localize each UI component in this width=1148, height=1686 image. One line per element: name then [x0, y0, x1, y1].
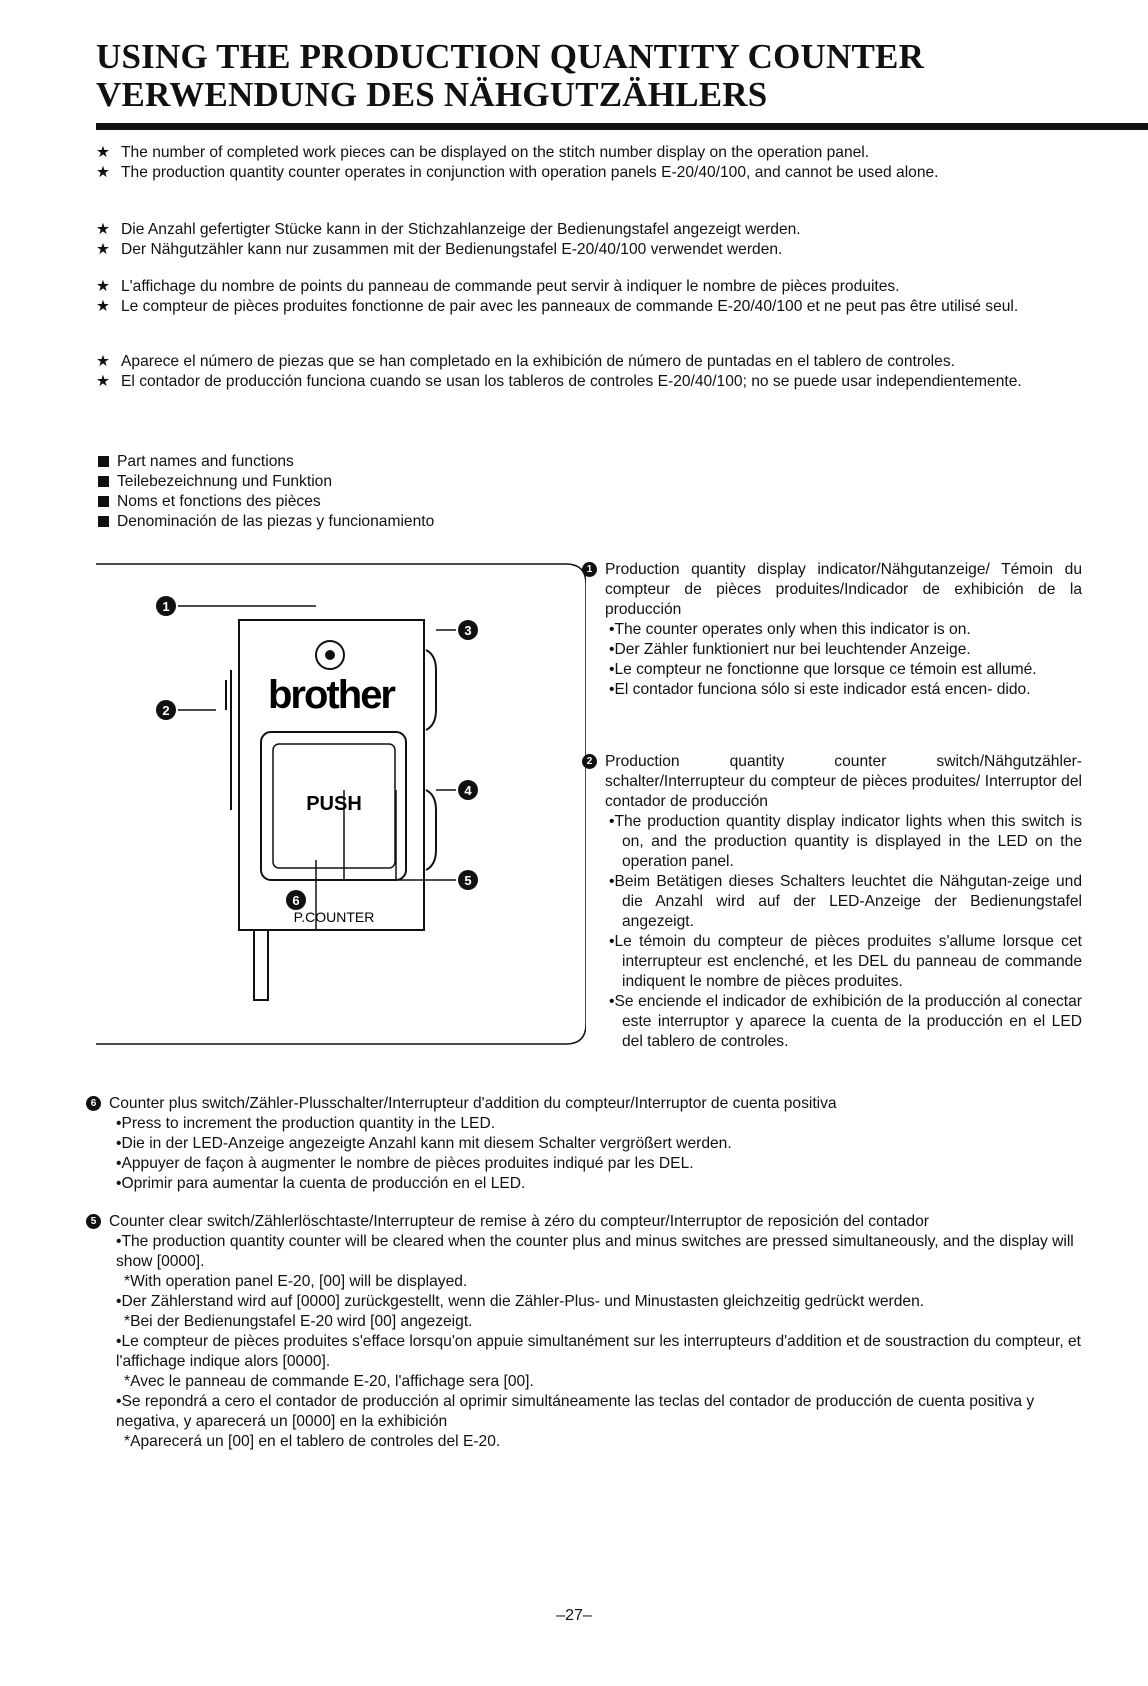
page-title: [96, 38, 924, 114]
callout-4: [458, 780, 478, 800]
number-badge: 2: [582, 754, 597, 769]
item-2: 2 Production quantity counter switch/Nähgutzähler-schalter/Interrupteur du compteur de pièces produites/ Interruptor del contador de producción •The production quantity display indicator lights when this switch is on, and the production quantity is displayed in the LED on the operation panel. •Beim Betätigen dieses Schalters leuchtet die Nähgutan-zeige und die Anzahl wird auf der LED-Anzeige der Bedienungstafel angezeigt. •Le témoin du compteur de pièces produites s'allume lorsque cet interrupteur est enclenché, et les DEL du panneau de commande indiquent le nombre de pièces produites. •Se enciende el indicador de exhibición de la producción al conectar este interruptor y aparece la cuenta de la producción en el LED del tablero de controles.: [582, 752, 1082, 1052]
title-english: USING THE PRODUCTION QUANTITY COUNTER: [96, 37, 925, 76]
side-edge: [226, 670, 231, 810]
star-icon: ★: [96, 353, 110, 370]
star-icon: ★: [96, 241, 110, 258]
cable: [254, 930, 268, 1000]
counter-diagram: [96, 560, 586, 1050]
title-rule: [96, 123, 1148, 130]
page-number: –27–: [556, 1607, 592, 1624]
intro-french: ★ L'affichage du nombre de points du panneau de commande peut servir à indiquer le nombre de pièces produites. ★ Le compteur de pièces produites fonctionne de pair avec les panneaux de commande E-20/40/100 et ne peut pas être utilisé seul.: [96, 278, 1019, 315]
side-button-bottom: [426, 790, 436, 870]
square-bullet-icon: [98, 476, 109, 487]
svg-text:3: 3: [464, 623, 472, 638]
svg-text:2: 2: [162, 703, 170, 718]
indicator-led: [325, 650, 335, 660]
push-label: PUSH: [306, 793, 362, 815]
svg-text:1: 1: [162, 599, 170, 614]
square-bullet-icon: [98, 456, 109, 467]
svg-text:6: 6: [292, 893, 300, 908]
star-icon: ★: [96, 164, 110, 181]
star-icon: ★: [96, 221, 110, 238]
item-6: 6 Counter plus switch/Zähler-Plusschalter/Interrupteur d'addition du compteur/Interruptor de cuenta positiva •Press to increment the production quantity in the LED. •Die in der LED-Anzeige angezeigte Anzahl kann mit diesem Schalter vergrößert werden. •Appuyer de façon à augmenter le nombre de pièces produites indiqué par les DEL. •Oprimir para aumentar la cuenta de producción en el LED.: [86, 1094, 1086, 1194]
square-bullet-icon: [98, 516, 109, 527]
callout-6: [286, 890, 306, 910]
svg-text:4: 4: [464, 783, 472, 798]
callout-2: [156, 700, 176, 720]
item-5: 5 Counter clear switch/Zählerlöschtaste/Interrupteur de remise à zéro du compteur/Interruptor de reposición del contador •The production quantity counter will be cleared when the counter plus and minus switches are pressed simultaneously, and the display will show [0000]. *With operation panel E-20, [00] will be displayed. •Der Zählerstand wird auf [0000] zurückgestellt, wenn die Zähler-Plus- und Minustasten gleichzeitig gedrückt werden. *Bei der Bedienungstafel E-20 wird [00] angezeigt. •Le compteur de pièces produites s'efface lorsqu'on appuie simultanément sur les interrupteurs d'addition et de soustraction du compteur, et l'affichage indique alors [0000]. *Avec le panneau de commande E-20, l'affichage sera [00]. •Se repondrá a cero el contador de producción al oprimir simultáneamente las teclas del contador de producción de cuenta positiva y negativa, y aparecerá un [0000] en la exhibición *Aparecerá un [00] en el tablero de controles del E-20.: [86, 1212, 1086, 1452]
intro-english: ★ The number of completed work pieces can be displayed on the stitch number display on the operation panel. ★ The production quantity counter operates in conjunction with operation panels E-20/40/100, and cannot be used alone.: [96, 144, 939, 181]
svg-text:5: 5: [464, 873, 472, 888]
intro-spanish: ★ Aparece el número de piezas que se han completado en la exhibición de número de puntadas en el tablero de controles. ★ El contador de producción funciona cuando se usan los tableros de controles E-20/40/100; no se puede usar independientemente.: [96, 353, 1022, 390]
square-bullet-icon: [98, 496, 109, 507]
star-icon: ★: [96, 373, 110, 390]
intro-german: ★ Die Anzahl gefertigter Stücke kann in der Stichzahlanzeige der Bedienungstafel angezeigt werden. ★ Der Nähgutzähler kann nur zusammen mit der Bedienungstafel E-20/40/100 verwendet werden.: [96, 221, 801, 258]
parts-heading: Part names and functions Teilebezeichnung und Funktion Noms et fonctions des pièces Denominación de las piezas y funcionamiento: [96, 452, 1086, 532]
title-german: VERWENDUNG DES NÄHGUTZÄHLERS: [96, 75, 768, 114]
callout-5: [458, 870, 478, 890]
star-icon: ★: [96, 298, 110, 315]
brand-logo: brother: [268, 673, 394, 717]
star-icon: ★: [96, 144, 110, 161]
callout-1: [156, 596, 176, 616]
callout-3: [458, 620, 478, 640]
number-badge: 6: [86, 1096, 101, 1111]
star-icon: ★: [96, 278, 110, 295]
number-badge: 1: [582, 562, 597, 577]
number-badge: 5: [86, 1214, 101, 1229]
side-button-top: [426, 650, 436, 730]
counter-label: P.COUNTER: [293, 909, 375, 925]
item-1: 1 Production quantity display indicator/Nähgutanzeige/ Témoin du compteur de pièces produites/Indicador de exhibición de la producción •The counter operates only when this indicator is on. •Der Zähler funktioniert nur bei leuchtender Anzeige. •Le compteur ne fonctionne que lorsque ce témoin est allumé. •El contador funciona sólo si este indicador está encen- dido.: [582, 560, 1082, 700]
counter-body: [239, 620, 424, 930]
